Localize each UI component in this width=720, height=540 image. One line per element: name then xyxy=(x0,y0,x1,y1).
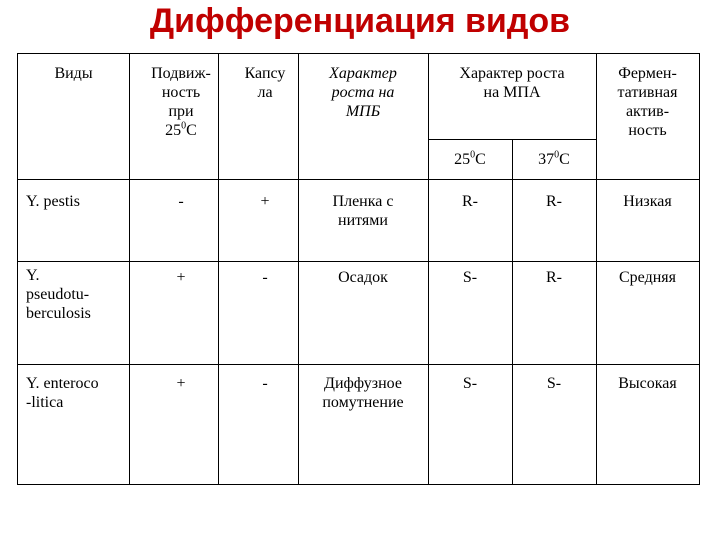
row-capsule: - xyxy=(262,269,268,286)
row-mpa-25: S- xyxy=(462,375,478,392)
row-divider xyxy=(18,179,699,180)
header-temp-37: $37^0C$ xyxy=(538,149,570,168)
row-divider xyxy=(18,261,699,262)
row-motility: + xyxy=(176,375,186,392)
row-divider xyxy=(428,139,596,140)
col-divider xyxy=(512,139,513,484)
row-mpa-37: R- xyxy=(546,193,562,210)
row-capsule: + xyxy=(260,193,270,210)
header-enzyme-activity: Фермен- тативная актив- ность xyxy=(617,65,678,139)
row-mpa-37: R- xyxy=(546,269,562,286)
row-enzyme: Низкая xyxy=(623,193,672,210)
row-capsule: - xyxy=(262,375,268,392)
row-growth-mpb: Пленка с нитями xyxy=(332,193,394,229)
header-capsule: Капсу ла xyxy=(244,65,286,101)
row-motility: - xyxy=(178,193,184,210)
row-species: Y. enteroco -litica xyxy=(26,375,99,411)
row-mpa-37: S- xyxy=(546,375,562,392)
differentiation-table xyxy=(17,53,700,485)
row-motility: + xyxy=(176,269,186,286)
header-motility: Подвиж- ность при $25^0C$ xyxy=(151,65,211,139)
header-temp-25: $25^0C$ xyxy=(454,149,486,168)
header-species: Виды xyxy=(54,65,93,82)
row-mpa-25: R- xyxy=(462,193,478,210)
row-species: Y. pestis xyxy=(26,193,80,210)
page-title: Дифференциация видов xyxy=(149,2,571,40)
header-growth-mpb: Характер роста на МПБ xyxy=(329,65,397,120)
row-divider xyxy=(18,364,699,365)
row-mpa-25: S- xyxy=(462,269,478,286)
row-enzyme: Средняя xyxy=(619,269,676,286)
row-growth-mpb: Осадок xyxy=(338,269,388,286)
row-species: Y. pseudotu- berculosis xyxy=(26,267,91,322)
row-enzyme: Высокая xyxy=(618,375,677,392)
header-growth-mpa: Характер роста на МПА xyxy=(459,65,565,101)
row-growth-mpb: Диффузное помутнение xyxy=(322,375,404,411)
